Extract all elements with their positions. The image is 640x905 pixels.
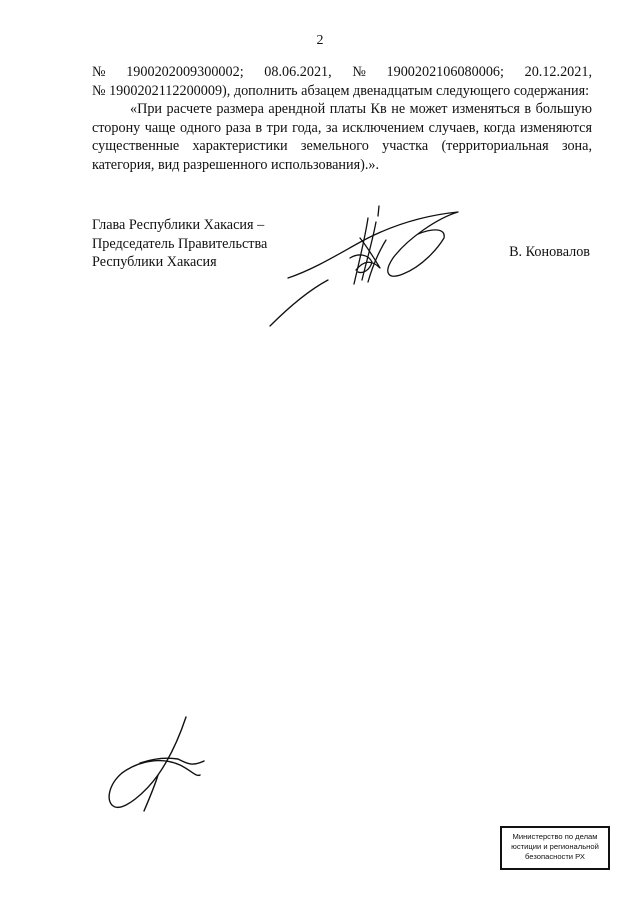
word: когда [483, 119, 516, 136]
signatory-title-line: Председатель Правительства [92, 235, 268, 252]
word: расчете [166, 101, 212, 117]
quote-line-3 [92, 137, 592, 156]
word: случаев, [428, 119, 480, 136]
stamp-line: Министерство по делам [512, 832, 598, 841]
page-number: 2 [316, 33, 324, 48]
word: арендной [268, 101, 326, 117]
word: одного [179, 119, 222, 136]
word: может [409, 101, 448, 117]
word: в [524, 101, 532, 117]
text-line-2: № 1900202112200009), дополнить абзацем двенадцатым следующего содержания: [92, 82, 590, 99]
quote-line-2 [92, 119, 592, 138]
word: земельного [300, 138, 369, 154]
word: зона, [561, 138, 592, 154]
body-text [92, 63, 592, 174]
word: 1900202009300002; [126, 64, 244, 80]
word: участка [382, 138, 429, 154]
signatory-title-line: Глава Республики Хакасия – [92, 217, 265, 233]
ministry-stamp [500, 826, 610, 870]
word: 20.12.2021, [524, 64, 592, 80]
word: три [266, 119, 288, 136]
word: 1900202106080006; [386, 64, 504, 80]
word: в [255, 119, 263, 136]
word: платы [329, 101, 367, 117]
quote-line-4: категория, вид разрешенного использования).». [92, 156, 380, 173]
word: размера [216, 101, 264, 117]
handwritten-initials [100, 715, 210, 825]
word: большую [535, 101, 592, 117]
word: за [325, 119, 338, 136]
word: чаще [144, 119, 176, 136]
word: характеристики [192, 138, 288, 154]
word: № [352, 64, 366, 80]
word: 08.06.2021, [264, 64, 332, 80]
word: Кв [370, 101, 387, 117]
signatory-title-line: Республики Хакасия [92, 254, 217, 270]
word: года, [292, 119, 322, 136]
signer-name: В. Коновалов [509, 244, 590, 260]
word: раза [225, 119, 251, 136]
signatory-title [92, 216, 267, 272]
word: «При [130, 101, 163, 117]
handwritten-signature [268, 198, 468, 328]
word: № [92, 64, 106, 80]
word: не [391, 101, 406, 117]
word: изменяются [519, 119, 592, 136]
stamp-line: безопасности РХ [525, 852, 585, 861]
word: существенные [92, 138, 180, 154]
word: сторону [92, 119, 141, 136]
word: (территориальная [441, 138, 549, 154]
word: исключением [342, 119, 425, 136]
quote-line-1 [92, 100, 592, 119]
text-line-1 [92, 63, 592, 82]
word: изменяться [452, 101, 520, 117]
stamp-line: юстиции и региональной [511, 842, 599, 851]
